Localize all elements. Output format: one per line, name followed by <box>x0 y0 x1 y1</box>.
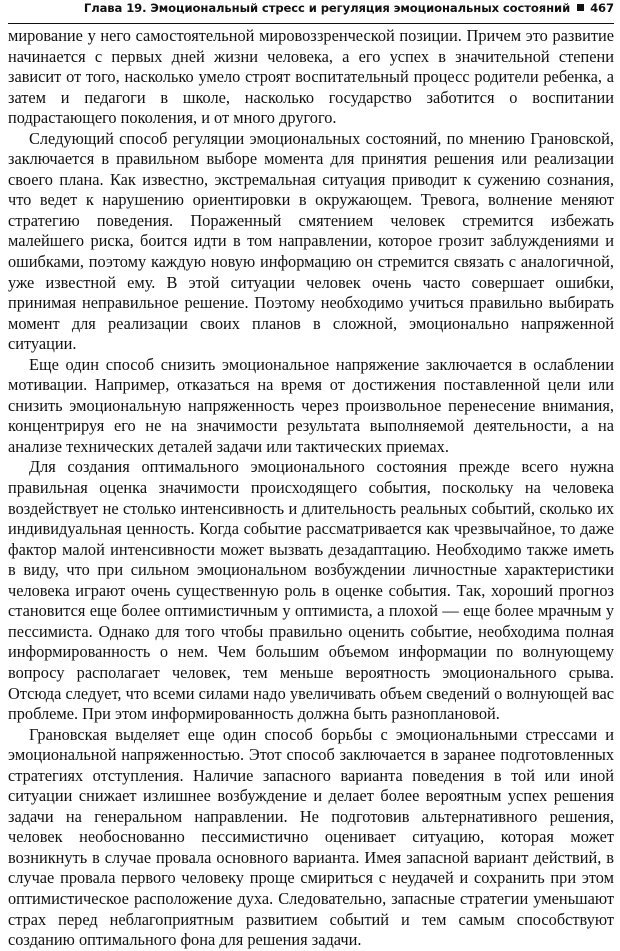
paragraph: Следующий способ регуляции эмоциональных состояний, по мнению Грановской, заключается в правильном выборе момента для принятия решения или реализации своего плана. Как известно, экстремальная ситуация приводит к сужению сознания, что ведет к нарушению ориентировки в окружающем. Тревога, волнение меняют стратегию поведения. Пораженный смятением человек стремится избежать малейшего риска, боится идти в том направлении, которое грозит заблуждениями и ошибками, поэтому каждую новую информацию он стремится связать с аналогичной, уже известной ему. В этой ситуации человек очень часто совершает ошибки, принимая неправильное решение. Поэтому необходимо учиться правильно выбирать момент для реализации своих планов в сложной, эмоционально напряженной ситуации. <box>8 128 614 354</box>
page-number: 467 <box>590 1 614 15</box>
body-text <box>8 26 614 951</box>
square-bullet-icon <box>577 4 584 11</box>
paragraph-continuation: мирование у него самостоятельной мировоззренческой позиции. Причем это развитие начинается с первых дней жизни человека, а его успех в значительной степени зависит от того, насколько умело строят воспитательный процесс родители ребенка, а затем и педагоги в школе, насколько государство заботится о воспитании подрастающего поколения, и от много другого. <box>8 26 614 128</box>
paragraph: Для создания оптимального эмоционального состояния прежде всего нужна правильная оценка значимости происходящего события, поскольку на человека воздействует не столько интенсивность и длительность реальных событий, сколько их индивидуальная ценность. Когда событие рассматривается как чрезвычайное, то даже фактор малой интенсивности может вызвать дезадаптацию. Необходимо также иметь в виду, что при сильном эмоциональном возбуждении личностные характеристики человека играют очень существенную роль в оценке события. Так, хороший прогноз становится еще более оптимистичным у оптимиста, а плохой — еще более мрачным у пессимиста. Однако для того чтобы правильно оценить событие, необходима полная информированность о нем. Чем большим объемом информации по волнующему вопросу располагает человек, тем меньше вероятность эмоционального срыва. Отсюда следует, что всеми силами надо увеличивать объем сведений о волнующей вас проблеме. При этом информированность должна быть разноплановой. <box>8 457 614 724</box>
chapter-title: Глава 19. Эмоциональный стресс и регуляция эмоциональных состояний <box>83 1 571 15</box>
paragraph: Грановская выделяет еще один способ борьбы с эмоциональными стрессами и эмоциональной напряженностью. Этот способ заключается в заранее подготовленных стратегиях отступления. Наличие запасного варианта поведения в той или иной ситуации снижает излишнее возбуждение и делает более вероятным успех решения задачи на генеральном направлении. Не подготовив альтернативного решения, человек необоснованно пессимистично оценивает ситуацию, которая может возникнуть в случае провала основного варианта. Имея запасной вариант действий, в случае провала первого человеку проще смириться с неудачей и сохранить при этом оптимистическое расположение духа. Следовательно, запасные стратегии уменьшают страх перед неблагоприятным развитием событий и тем самым способствуют созданию оптимального фона для решения задачи. <box>8 724 614 950</box>
running-header <box>8 0 614 24</box>
paragraph: Еще один способ снизить эмоциональное напряжение заключается в ослаблении мотивации. Например, отказаться на время от достижения поставленной цели или снизить эмоциональную напряженность через произвольное перенесение внимания, концентрируя его не на значимости результата выполняемой деятельности, а на анализе технических деталей задачи или тактических приемах. <box>8 354 614 456</box>
